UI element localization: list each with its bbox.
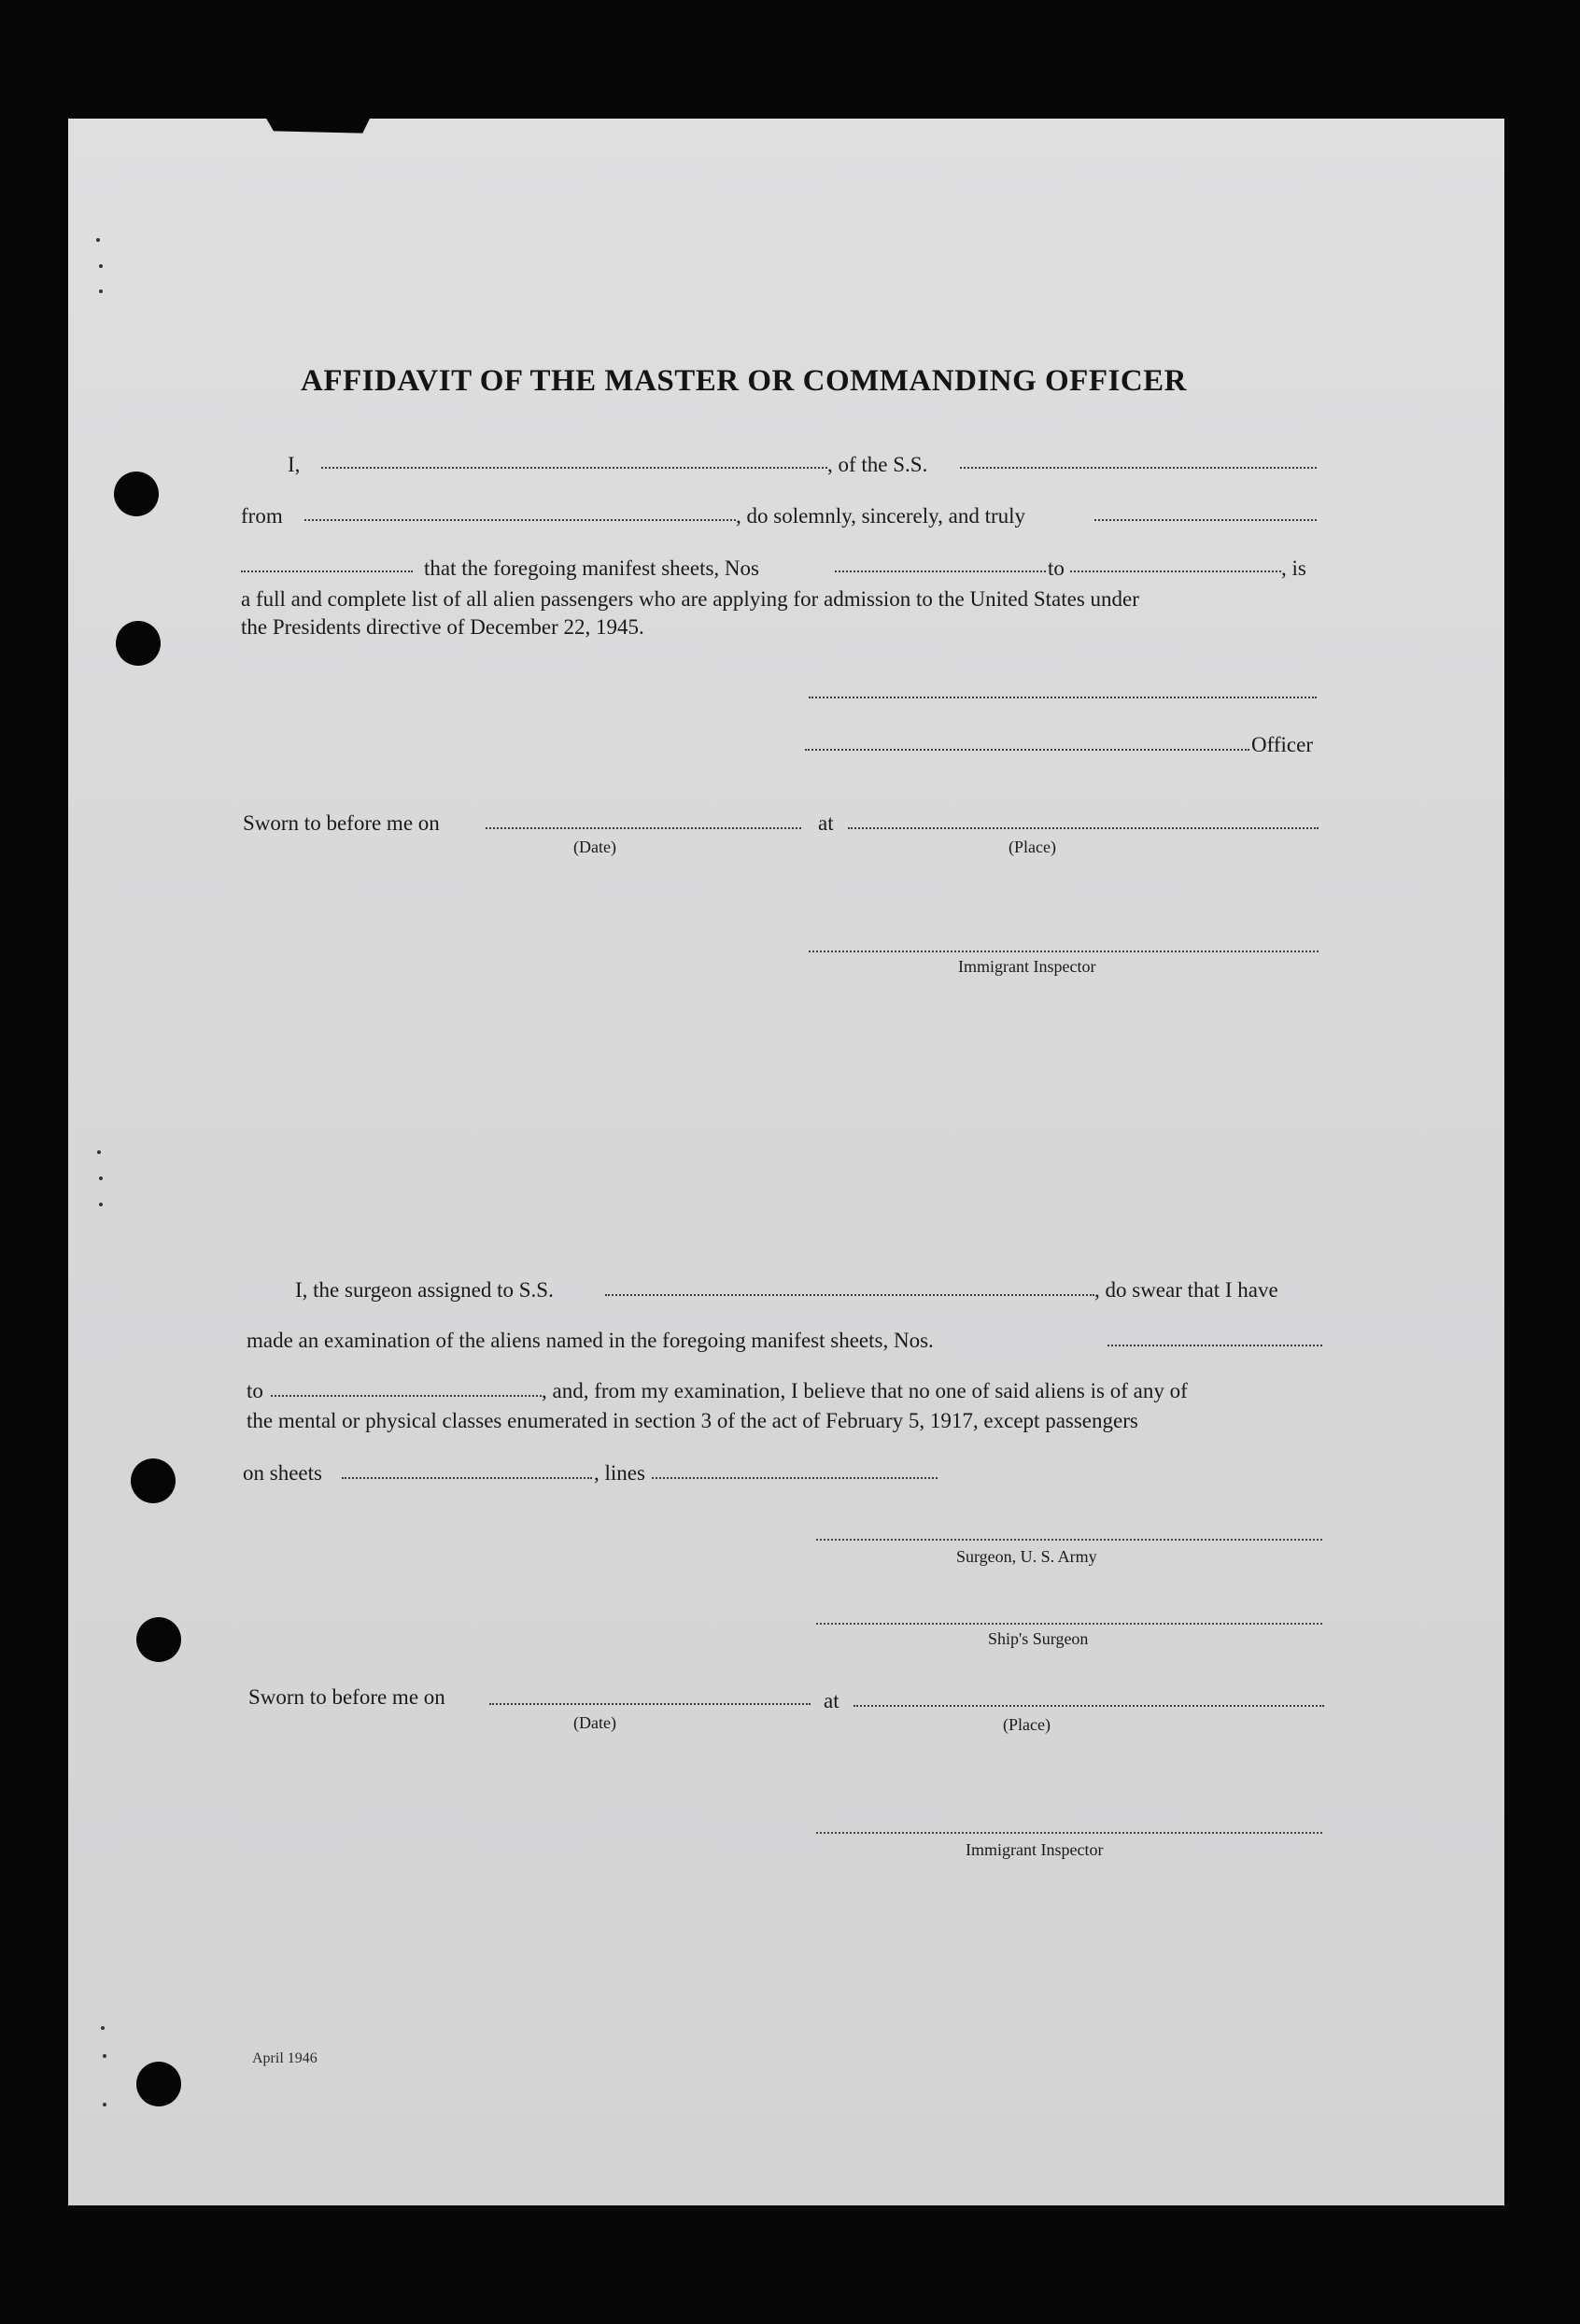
officer-label: Officer [1251, 733, 1313, 756]
paper-speck [96, 238, 100, 242]
paper-speck [97, 1150, 101, 1154]
master-i-label: I, [288, 453, 301, 476]
punch-hole [136, 1617, 181, 1662]
master-from-field[interactable] [304, 519, 736, 521]
punch-hole [116, 621, 161, 666]
surgeon-ship-field[interactable] [605, 1294, 1094, 1296]
master-from-label: from [241, 504, 283, 528]
master-solemnly-label: , do solemnly, sincerely, and truly [736, 504, 1026, 528]
surgeon-nos-from-field[interactable] [1107, 1345, 1322, 1346]
master-inspector-label: Immigrant Inspector [958, 957, 1096, 976]
surgeon-examination-label: made an examination of the aliens named in the foregoing manifest sheets, Nos. [247, 1329, 934, 1352]
army-surgeon-signature-field[interactable] [816, 1539, 1322, 1541]
master-place-caption: (Place) [1009, 838, 1056, 856]
master-date-caption: (Date) [573, 838, 616, 856]
master-nos-to-field[interactable] [1070, 570, 1281, 572]
master-at-label: at [818, 811, 834, 835]
surgeon-date-caption: (Date) [573, 1713, 616, 1732]
form-sheet [68, 119, 1504, 2205]
surgeon-lines-label: , lines [594, 1461, 645, 1485]
paper-speck [103, 2103, 106, 2106]
surgeon-nos-to-field[interactable] [271, 1395, 542, 1397]
master-of-ss-label: , of the S.S. [827, 453, 928, 476]
surgeon-inspector-signature-field[interactable] [816, 1832, 1322, 1834]
paper-speck [103, 2054, 106, 2058]
master-sworn-date-field[interactable] [486, 827, 801, 829]
surgeon-lines-field[interactable] [652, 1477, 938, 1479]
master-to-label: to [1048, 556, 1065, 580]
master-statement-line: a full and complete list of all alien passengers who are applying for admission to the United States under [241, 587, 1139, 611]
officer-signature-field[interactable] [809, 697, 1317, 698]
master-nos-from-field[interactable] [835, 570, 1046, 572]
ship-surgeon-signature-field[interactable] [816, 1623, 1322, 1625]
form-revision-date: April 1946 [252, 2050, 317, 2066]
master-sworn-label: Sworn to before me on [243, 811, 440, 835]
surgeon-at-label: at [824, 1689, 839, 1712]
master-declare-field-2[interactable] [241, 570, 413, 572]
paper-speck [99, 264, 103, 268]
form-title: AFFIDAVIT OF THE MASTER OR COMMANDING OFFICER [301, 364, 1187, 398]
master-ship-field[interactable] [960, 467, 1317, 469]
army-surgeon-label: Surgeon, U. S. Army [956, 1547, 1097, 1566]
surgeon-to-label: to [247, 1379, 263, 1402]
surgeon-classes-text: the mental or physical classes enumerated in section 3 of the act of February 5, 1917, except passengers [247, 1409, 1138, 1432]
surgeon-assigned-label: I, the surgeon assigned to S.S. [295, 1278, 554, 1302]
surgeon-swear-label: , do swear that I have [1094, 1278, 1278, 1302]
paper-speck [99, 289, 103, 293]
paper-speck [99, 1176, 103, 1180]
surgeon-sworn-place-field[interactable] [853, 1705, 1324, 1707]
master-sworn-place-field[interactable] [848, 827, 1319, 829]
master-inspector-signature-field[interactable] [809, 951, 1319, 952]
punch-hole [131, 1458, 176, 1503]
master-is-label: , is [1281, 556, 1306, 580]
surgeon-sworn-label: Sworn to before me on [248, 1685, 445, 1709]
ship-surgeon-label: Ship's Surgeon [988, 1629, 1089, 1648]
paper-speck [99, 1203, 103, 1206]
surgeon-place-caption: (Place) [1003, 1715, 1051, 1734]
punch-hole [114, 472, 159, 516]
master-declare-field[interactable] [1094, 519, 1317, 521]
master-foregoing-label: that the foregoing manifest sheets, Nos [424, 556, 759, 580]
surgeon-sheets-label: on sheets [243, 1461, 322, 1485]
officer-title-field[interactable] [805, 749, 1249, 751]
surgeon-sheets-field[interactable] [342, 1477, 592, 1479]
surgeon-examination-text: , and, from my examination, I believe that no one of said aliens is of any of [542, 1379, 1188, 1402]
surgeon-sworn-date-field[interactable] [489, 1703, 811, 1705]
master-statement-line: the Presidents directive of December 22, 1945. [241, 615, 644, 639]
punch-hole [136, 2062, 181, 2106]
master-name-field[interactable] [321, 467, 827, 469]
paper-speck [101, 2026, 105, 2030]
surgeon-inspector-label: Immigrant Inspector [966, 1840, 1104, 1859]
